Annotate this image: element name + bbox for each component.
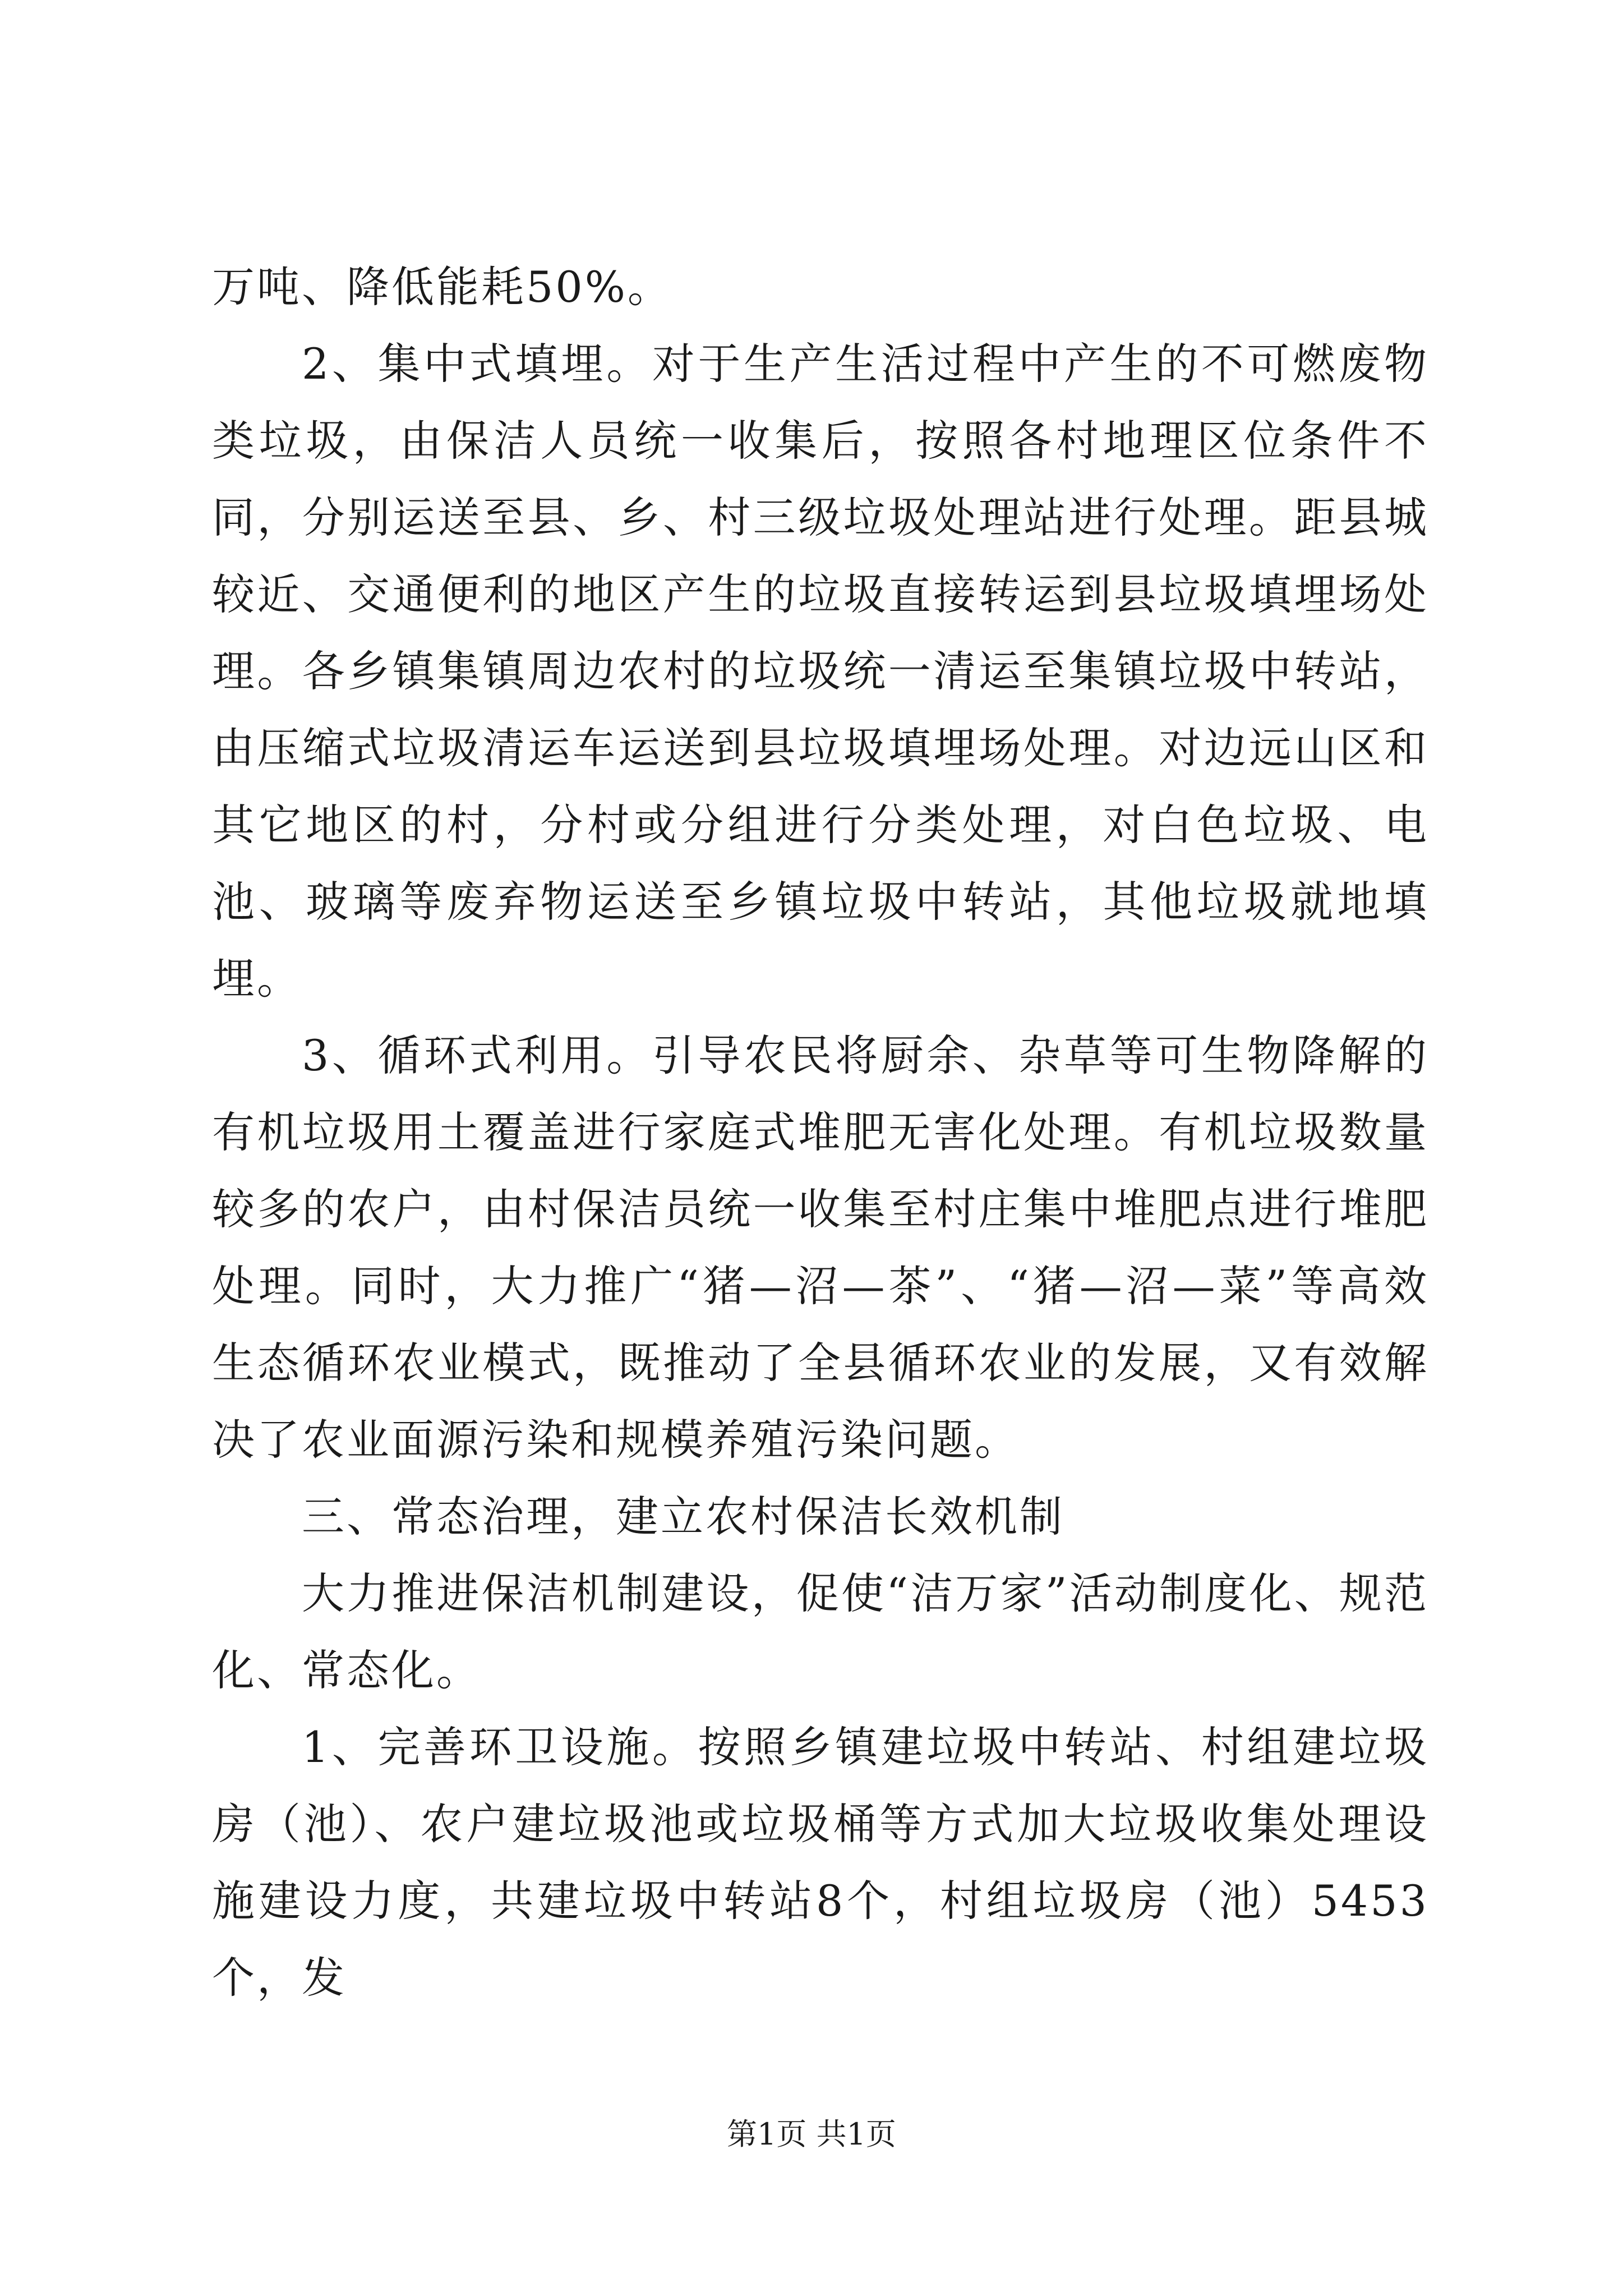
paragraph-cleaning-mechanism: 大力推进保洁机制建设，促使“洁万家”活动制度化、规范化、常态化。: [212, 1568, 1429, 1695]
section-heading-normalized-governance: 三、常态治理，建立农村保洁长效机制: [302, 1492, 1064, 1542]
paragraph-centralized-landfill: 2、集中式填埋。对于生产生活过程中产生的不可燃废物类垃圾，由保洁人员统一收集后，按照各村地理区位条件不同，分别运送至县、乡、村三级垃圾处理站进行处理。距县城较近、交通便利的地区产生的垃圾直接转运到县垃圾填埋场处理。各乡镇集镇周边农村的垃圾统一清运至集镇垃圾中转站，由压缩式垃圾清运车运送到县垃圾填埋场处理。对边远山区和其它地区的村，分村或分组进行分类处理，对白色垃圾、电池、玻璃等废弃物运送至乡镇垃圾中转站，其他垃圾就地填埋。: [212, 339, 1429, 1004]
paragraph-sanitation-facilities: 1、完善环卫设施。按照乡镇建垃圾中转站、村组建垃圾房（池）、农户建垃圾池或垃圾桶等方式加大垃圾收集处理设施建设力度，共建垃圾中转站8个，村组垃圾房（池）5453个，发: [212, 1722, 1429, 2003]
paragraph-recycling-use: 3、循环式利用。引导农民将厨余、杂草等可生物降解的有机垃圾用土覆盖进行家庭式堆肥无害化处理。有机垃圾数量较多的农户，由村保洁员统一收集至村庄集中堆肥点进行堆肥处理。同时，大力推广“猪—沼—茶”、“猪—沼—菜”等高效生态循环农业模式，既推动了全县循环农业的发展，又有效解决了农业面源污染和规模养殖污染问题。: [212, 1030, 1429, 1465]
document-body: [212, 249, 1429, 2016]
page-footer: 第1页 共1页: [727, 2116, 896, 2152]
paragraph-continuation: 万吨、降低能耗50%。: [212, 262, 672, 312]
